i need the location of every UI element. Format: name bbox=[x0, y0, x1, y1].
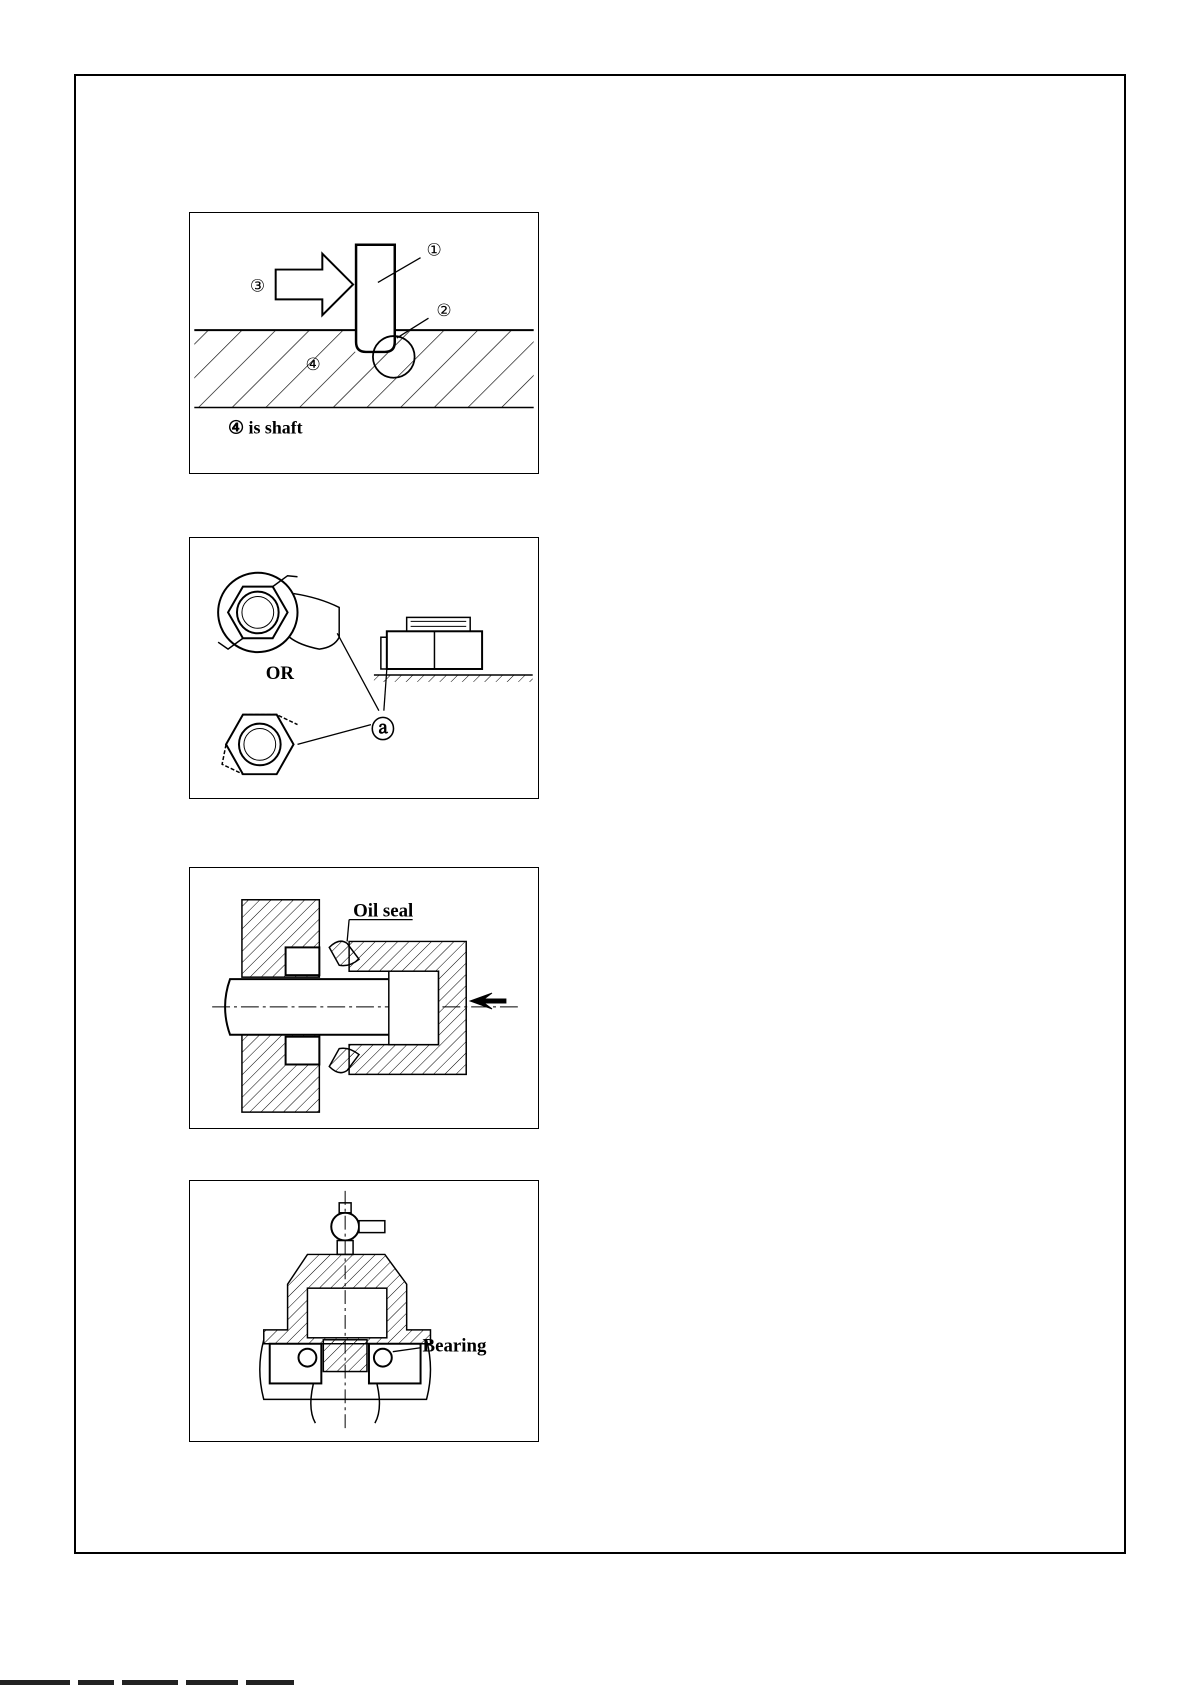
shaft-stop-diagram bbox=[190, 213, 538, 473]
nut-top bbox=[218, 573, 297, 652]
marker-1: ① bbox=[426, 240, 442, 260]
oil-seal-diagram bbox=[190, 868, 538, 1128]
marker-4: ④ bbox=[305, 354, 321, 374]
bearing-diagram bbox=[190, 1181, 538, 1441]
figure-bearing bbox=[189, 1180, 539, 1442]
figure-nut-lock bbox=[189, 537, 539, 799]
marker-3: ③ bbox=[249, 276, 266, 296]
shaft-caption: ④ is shaft bbox=[228, 417, 303, 438]
bearing-label: Bearing bbox=[422, 1335, 487, 1357]
cropped-footer-text bbox=[0, 1672, 360, 1685]
nut-side bbox=[374, 617, 533, 682]
nut-lock-diagram bbox=[190, 538, 538, 798]
nut-bottom bbox=[222, 715, 297, 775]
marker-2: ② bbox=[436, 301, 452, 321]
marker-a: ⓐ bbox=[370, 717, 395, 744]
oil-seal-label: Oil seal bbox=[353, 900, 414, 922]
push-arrow bbox=[276, 254, 353, 316]
figure-oil-seal bbox=[189, 867, 539, 1129]
or-label: OR bbox=[265, 662, 295, 684]
figure-shaft-stop bbox=[189, 212, 539, 474]
